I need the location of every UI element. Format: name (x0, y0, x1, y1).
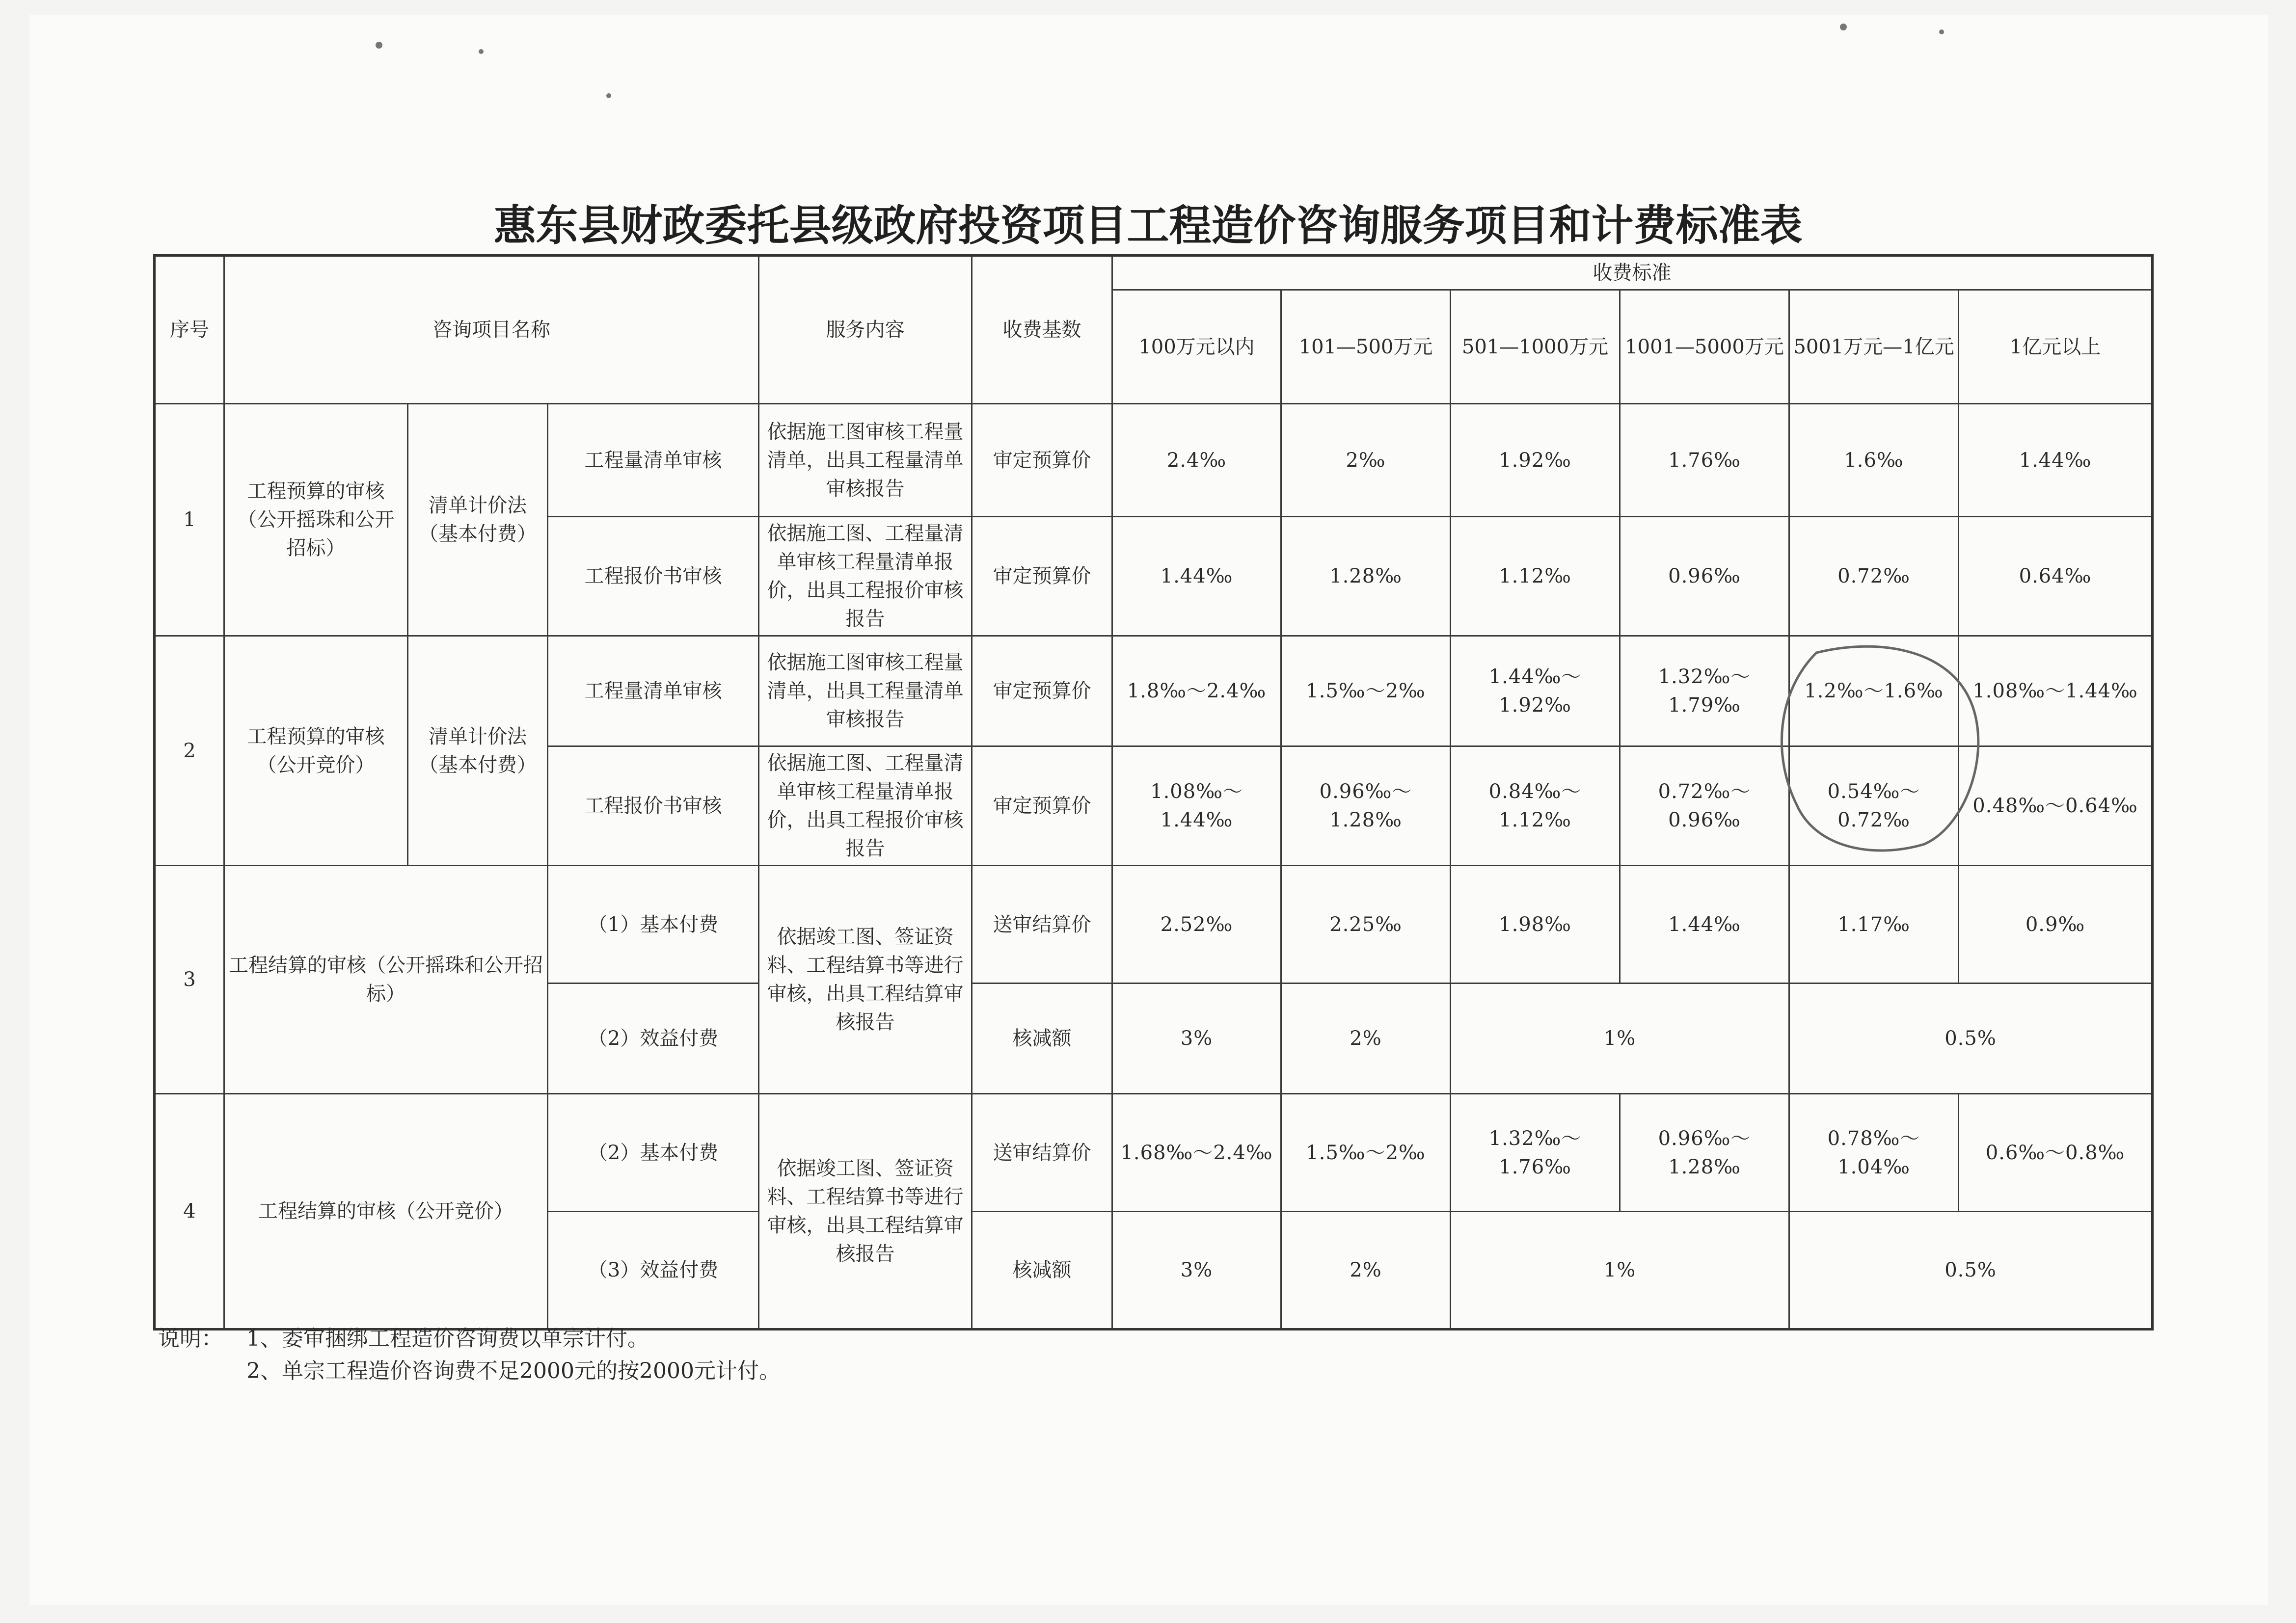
fee-cell: 1.6‰ (1789, 404, 1959, 517)
fee-cell: 1.98‰ (1451, 866, 1620, 984)
document-title: 惠东县财政委托县级政府投资项目工程造价咨询服务项目和计费标准表 (493, 201, 1803, 250)
fee-cell: 1.08‰～1.44‰ (1959, 636, 2153, 746)
row-service: 依据施工图审核工程量清单，出具工程量清单审核报告 (759, 636, 972, 746)
fee-cell: 0.5% (1789, 1212, 2153, 1330)
fee-cell: 1.2‰～1.6‰ (1789, 636, 1959, 746)
header-tier: 100万元以内 (1112, 290, 1281, 404)
fee-cell: 1.44‰～1.92‰ (1451, 636, 1620, 746)
header-seq: 序号 (155, 256, 224, 404)
fee-cell: 1.28‰ (1281, 517, 1451, 636)
row-fee-base: 审定预算价 (972, 746, 1112, 866)
row-item: （1）基本付费 (548, 866, 759, 984)
fee-cell: 1.68‰～2.4‰ (1112, 1094, 1281, 1212)
header-tier: 1亿元以上 (1959, 290, 2153, 404)
header-service-content: 服务内容 (759, 256, 972, 404)
row-seq: 2 (155, 636, 224, 866)
fee-cell: 0.5% (1789, 984, 2153, 1094)
row-project-name: 工程结算的审核（公开摇珠和公开招标） (224, 866, 548, 1094)
header-tier: 5001万元—1亿元 (1789, 290, 1959, 404)
row-method: 清单计价法（基本付费） (408, 404, 548, 636)
row-project-name: 工程结算的审核（公开竞价） (224, 1094, 548, 1330)
row-item: （3）效益付费 (548, 1212, 759, 1330)
fee-cell: 1% (1451, 984, 1789, 1094)
notes-label: 说明： (158, 1326, 223, 1351)
row-fee-base: 审定预算价 (972, 636, 1112, 746)
fee-standard-table (153, 254, 2154, 1330)
row-seq: 4 (155, 1094, 224, 1330)
row-seq: 3 (155, 866, 224, 1094)
row-method: 清单计价法（基本付费） (408, 636, 548, 866)
header-tier: 101—500万元 (1281, 290, 1451, 404)
fee-cell: 1.32‰～1.79‰ (1620, 636, 1789, 746)
fee-cell: 1.44‰ (1959, 404, 2153, 517)
fee-cell: 1.12‰ (1451, 517, 1620, 636)
notes-block (158, 1323, 1631, 1387)
row-service: 依据施工图审核工程量清单，出具工程量清单审核报告 (759, 404, 972, 517)
fee-cell: 1.32‰～1.76‰ (1451, 1094, 1620, 1212)
row-item: 工程量清单审核 (548, 404, 759, 517)
row-item: （2）效益付费 (548, 984, 759, 1094)
fee-cell: 1.92‰ (1451, 404, 1620, 517)
fee-cell: 1.5‰～2‰ (1281, 636, 1451, 746)
fee-cell: 1.5‰～2‰ (1281, 1094, 1451, 1212)
fee-cell: 0.96‰ (1620, 517, 1789, 636)
fee-cell: 1% (1451, 1212, 1789, 1330)
fee-cell: 0.54‰～0.72‰ (1789, 746, 1959, 866)
note-line (158, 1355, 1631, 1387)
row-item: 工程量清单审核 (548, 636, 759, 746)
row-service: 依据竣工图、签证资料、工程结算书等进行审核，出具工程结算审核报告 (759, 866, 972, 1094)
row-fee-base: 核减额 (972, 1212, 1112, 1330)
row-project-name: 工程预算的审核（公开竞价） (224, 636, 408, 866)
row-seq: 1 (155, 404, 224, 636)
row-fee-base: 审定预算价 (972, 517, 1112, 636)
scan-speck (1840, 24, 1847, 30)
fee-cell: 2% (1281, 1212, 1451, 1330)
fee-cell: 0.78‰～1.04‰ (1789, 1094, 1959, 1212)
row-service: 依据竣工图、签证资料、工程结算书等进行审核，出具工程结算审核报告 (759, 1094, 972, 1330)
fee-cell: 1.44‰ (1112, 517, 1281, 636)
fee-cell: 0.48‰～0.64‰ (1959, 746, 2153, 866)
note-item: 2、单宗工程造价咨询费不足2000元的按2000元计付。 (246, 1358, 781, 1384)
header-project-name: 咨询项目名称 (224, 256, 759, 404)
scan-speck (606, 93, 611, 98)
fee-cell: 2.4‰ (1112, 404, 1281, 517)
row-item: 工程报价书审核 (548, 517, 759, 636)
fee-cell: 3% (1112, 984, 1281, 1094)
row-item: （2）基本付费 (548, 1094, 759, 1212)
fee-cell: 0.96‰～1.28‰ (1281, 746, 1451, 866)
row-fee-base: 送审结算价 (972, 866, 1112, 984)
header-tier: 1001—5000万元 (1620, 290, 1789, 404)
scan-speck (1939, 29, 1944, 34)
fee-cell: 2.52‰ (1112, 866, 1281, 984)
header-fee-standard: 收费标准 (1112, 256, 2153, 290)
fee-cell: 1.44‰ (1620, 866, 1789, 984)
fee-cell: 0.72‰ (1789, 517, 1959, 636)
fee-cell: 0.9‰ (1959, 866, 2153, 984)
header-tier: 501—1000万元 (1451, 290, 1620, 404)
fee-cell: 0.64‰ (1959, 517, 2153, 636)
row-service: 依据施工图、工程量清单审核工程量清单报价，出具工程报价审核报告 (759, 746, 972, 866)
fee-cell: 1.17‰ (1789, 866, 1959, 984)
scan-speck (376, 42, 382, 49)
row-item: 工程报价书审核 (548, 746, 759, 866)
fee-cell: 0.84‰～1.12‰ (1451, 746, 1620, 866)
row-service: 依据施工图、工程量清单审核工程量清单报价，出具工程报价审核报告 (759, 517, 972, 636)
fee-cell: 1.76‰ (1620, 404, 1789, 517)
fee-cell: 2‰ (1281, 404, 1451, 517)
fee-cell: 0.96‰～1.28‰ (1620, 1094, 1789, 1212)
row-fee-base: 核减额 (972, 984, 1112, 1094)
fee-cell: 0.72‰～0.96‰ (1620, 746, 1789, 866)
fee-cell: 3% (1112, 1212, 1281, 1330)
fee-cell: 1.08‰～1.44‰ (1112, 746, 1281, 866)
row-fee-base: 送审结算价 (972, 1094, 1112, 1212)
note-line (158, 1323, 1631, 1355)
fee-cell: 2.25‰ (1281, 866, 1451, 984)
fee-cell: 2% (1281, 984, 1451, 1094)
row-fee-base: 审定预算价 (972, 404, 1112, 517)
note-item: 1、委审捆绑工程造价咨询费以单宗计付。 (246, 1326, 649, 1351)
scan-speck (479, 49, 484, 54)
fee-cell: 0.6‰～0.8‰ (1959, 1094, 2153, 1212)
header-fee-base: 收费基数 (972, 256, 1112, 404)
row-project-name: 工程预算的审核（公开摇珠和公开招标） (224, 404, 408, 636)
fee-cell: 1.8‰～2.4‰ (1112, 636, 1281, 746)
